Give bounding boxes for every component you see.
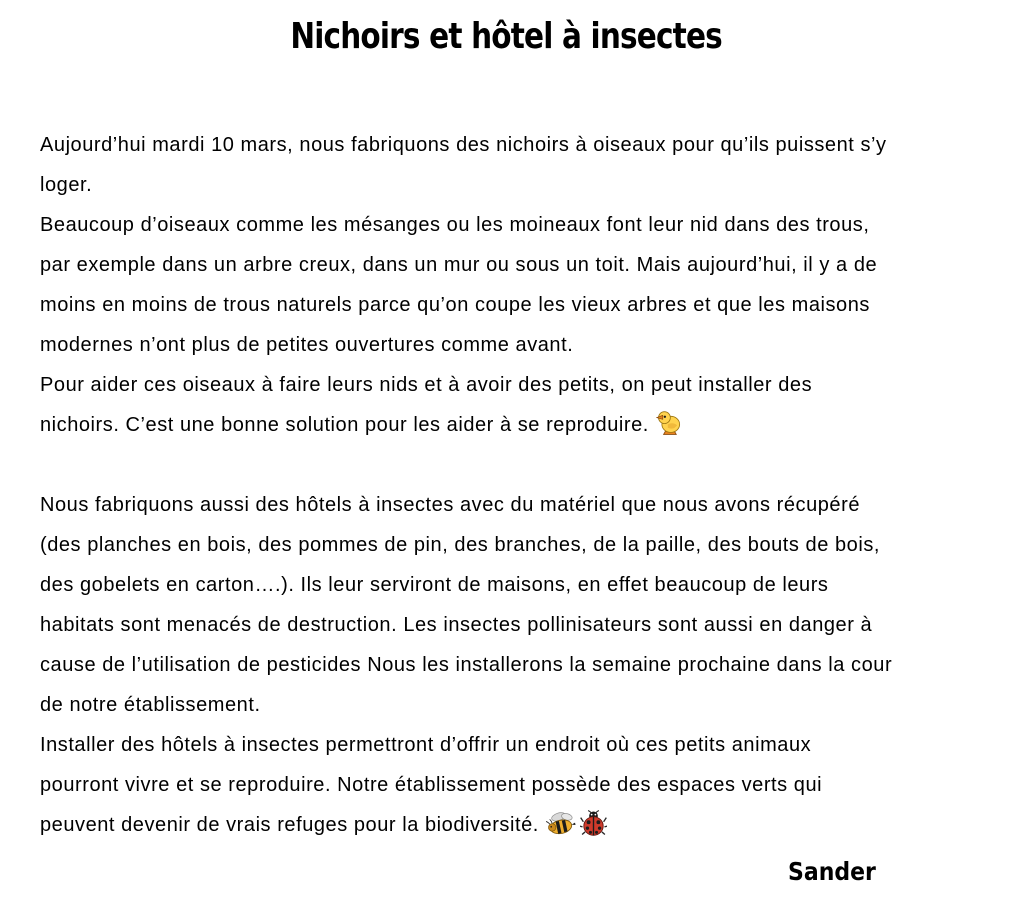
text-line: Nous fabriquons aussi des hôtels à insectes avec du matériel que nous avons récupéré (40, 494, 860, 516)
text-line: pourront vivre et se reproduire. Notre établissement possède des espaces verts qui (40, 774, 823, 796)
text-line: Aujourd’hui mardi 10 mars, nous fabriquons des nichoirs à oiseaux pour qu’ils puissent s’y (40, 134, 887, 156)
text-line: modernes n’ont plus de petites ouvertures comme avant. (40, 334, 574, 356)
ladybug-emoji-icon (580, 810, 607, 837)
text-line: des gobelets en carton….). Ils leur serviront de maisons, en effet beaucoup de leurs (40, 574, 829, 596)
text-line: cause de l’utilisation de pesticides Nous les installerons la semaine prochaine dans la cour (40, 654, 893, 676)
text-line: par exemple dans un arbre creux, dans un mur ou sous un toit. Mais aujourd’hui, il y a de (40, 254, 878, 276)
text-line: loger. (40, 174, 93, 196)
page-title (0, 16, 1012, 57)
paragraph-gap (40, 445, 892, 485)
chick-emoji-icon (656, 410, 683, 437)
text-line: habitats sont menacés de destruction. Les insectes pollinisateurs sont aussi en danger à (40, 614, 873, 636)
text-line: peuvent devenir de vrais refuges pour la biodiversité. (40, 805, 892, 845)
document-body (40, 125, 892, 845)
page-title-text: Nichoirs et hôtel à insectes (290, 16, 722, 57)
text-line: nichoirs. C’est une bonne solution pour les aider à se reproduire. (40, 405, 892, 445)
text-line: moins en moins de trous naturels parce qu’on coupe les vieux arbres et que les maisons (40, 294, 870, 316)
text-line: Pour aider ces oiseaux à faire leurs nids et à avoir des petits, on peut installer des (40, 374, 813, 396)
bee-emoji-icon (546, 810, 576, 837)
paragraph-1 (40, 125, 892, 445)
text-line: de notre établissement. (40, 694, 261, 716)
text-line: Installer des hôtels à insectes permettront d’offrir un endroit où ces petits animaux (40, 734, 812, 756)
text-line: (des planches en bois, des pommes de pin, des branches, de la paille, des bouts de bois, (40, 534, 881, 556)
paragraph-2 (40, 485, 892, 845)
text-line: Beaucoup d’oiseaux comme les mésanges ou les moineaux font leur nid dans des trous, (40, 214, 870, 236)
signature: Sander (788, 857, 876, 886)
